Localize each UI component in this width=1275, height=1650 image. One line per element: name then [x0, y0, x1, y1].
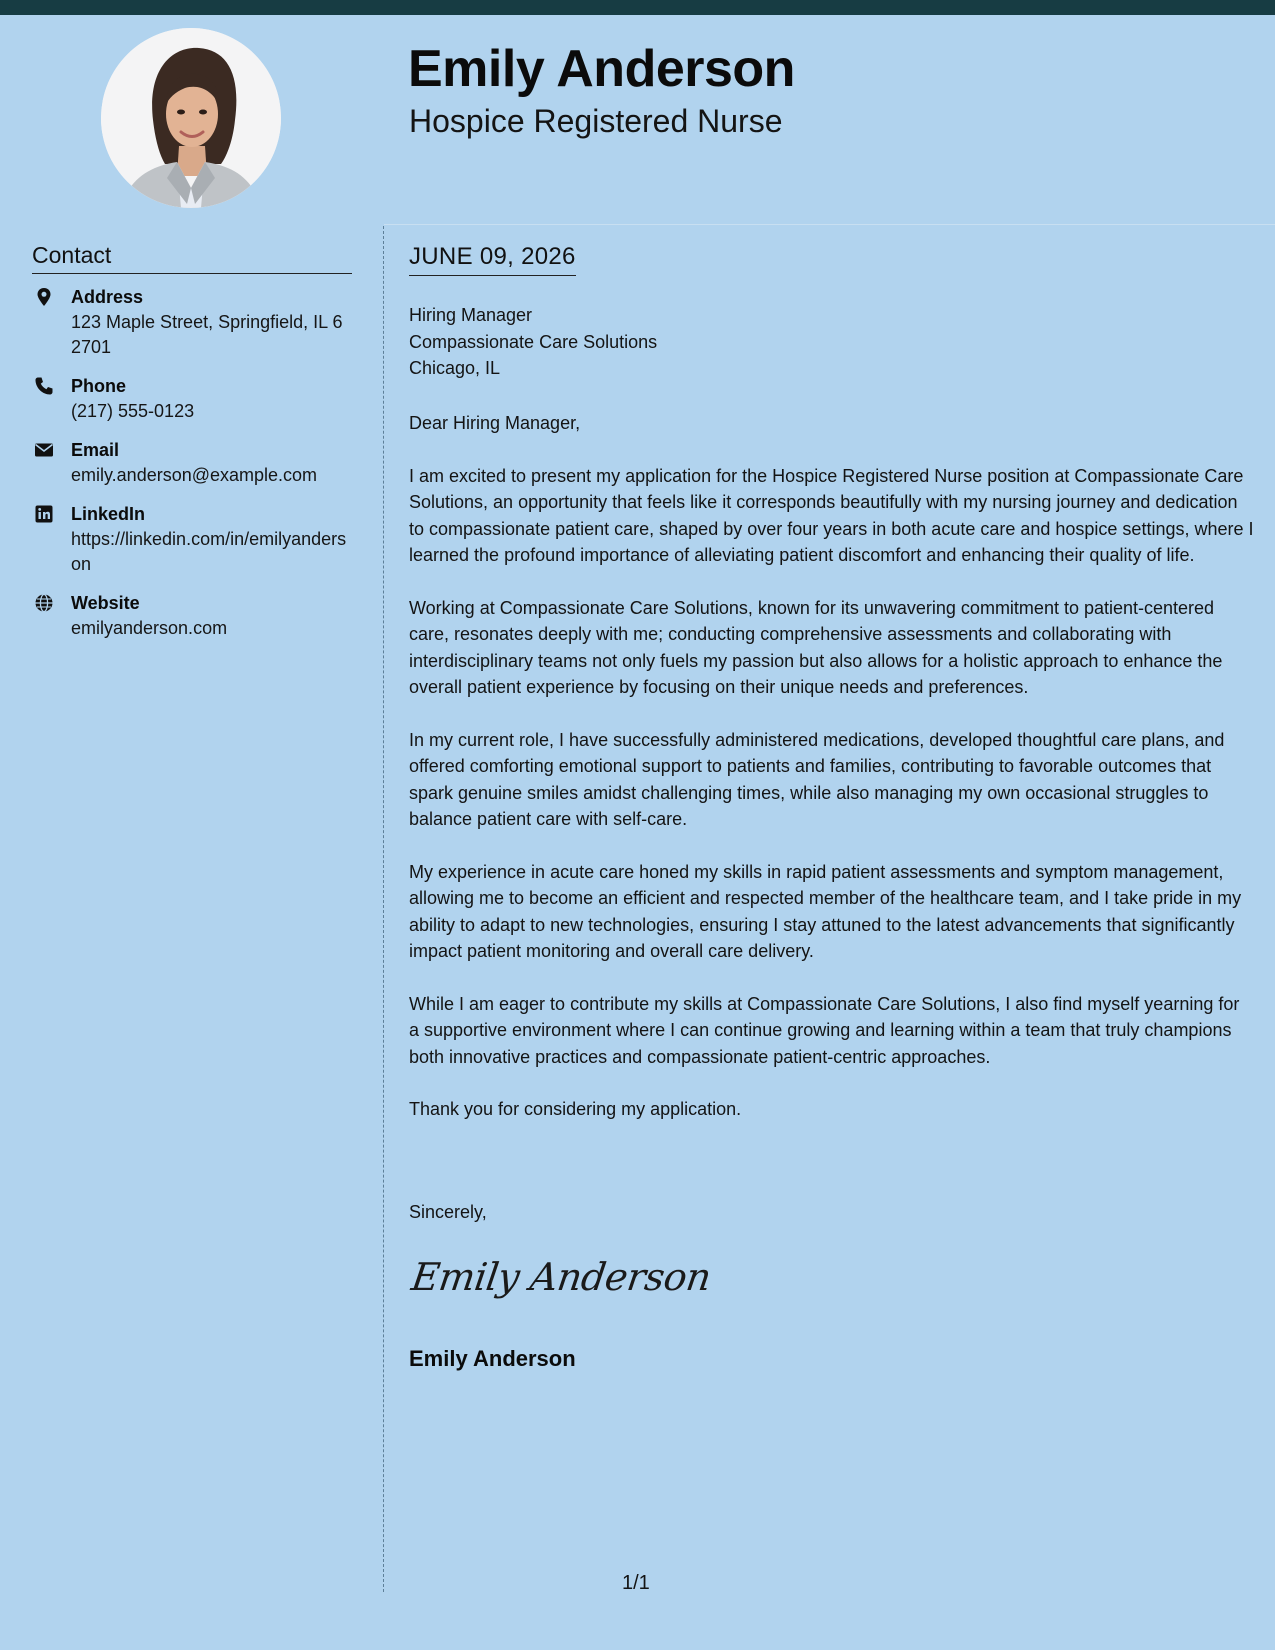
contact-website [32, 591, 352, 641]
envelope-icon [34, 440, 54, 460]
contact-linkedin [32, 502, 352, 577]
contact-heading: Contact [32, 242, 352, 274]
contact-value: emilyanderson.com [71, 618, 228, 638]
letter-date: JUNE 09, 2026 [409, 243, 576, 276]
recipient-line: Hiring Manager [409, 305, 533, 325]
recipient-line: Chicago, IL [409, 358, 501, 378]
contact-label: Address [71, 287, 144, 307]
body-paragraph: I am excited to present my application for the Hospice Registered Nurse position at Compassionate Care Solutions, an opportunity that feels like it corresponds beautifully with my nursing journey and dedication to compassionate patient care, shaped by over four years in both acute care and hospice settings, where I learned the profound importance of alleviating patient discomfort and enhancing their quality of life. [409, 465, 1254, 565]
body-paragraph: While I am eager to contribute my skills at Compassionate Care Solutions, I also find myself yearning for a supportive environment where I can continue growing and learning within a team that truly champions both innovative practices and compassionate patient-centric approaches. [409, 993, 1240, 1067]
linkedin-icon [34, 504, 54, 524]
contact-label: Website [71, 593, 140, 613]
contact-value: (217) 555-0123 [71, 401, 195, 421]
contact-address [32, 285, 352, 360]
job-title: Hospice Registered Nurse [409, 103, 783, 139]
map-pin-icon [34, 287, 54, 307]
applicant-name: Emily Anderson [408, 40, 795, 98]
salutation: Dear Hiring Manager, [409, 413, 581, 433]
closing: Sincerely, [409, 1202, 487, 1222]
contact-value: 123 Maple Street, Springfield, IL 62701 [71, 312, 343, 357]
globe-icon [34, 593, 54, 613]
contact-email [32, 438, 352, 488]
contact-label: Email [71, 440, 120, 460]
contact-label: LinkedIn [71, 504, 146, 524]
profile-photo [101, 28, 281, 208]
recipient-block [409, 302, 657, 382]
body-paragraph: Thank you for considering my application. [409, 1099, 742, 1119]
contact-label: Phone [71, 376, 127, 396]
page-number: 1/1 [622, 1572, 650, 1594]
phone-icon [34, 376, 54, 396]
contact-list [32, 285, 352, 655]
body-paragraph: In my current role, I have successfully administered medications, developed thoughtful care plans, and offered comforting emotional support to patients and families, contributing to favorable outcomes that spark genuine smiles amidst challenging times, while also managing my own occasional struggles to balance patient care with self-care. [409, 729, 1225, 829]
top-bar [0, 0, 1275, 15]
contact-phone [32, 374, 352, 424]
header-divider [384, 224, 1275, 225]
body-paragraph: Working at Compassionate Care Solutions, known for its unwavering commitment to patient-centered care, resonates deeply with me; conducting comprehensive assessments and collaborating with interdisciplinary teams not only fuels my passion but also allows for a holistic approach to enhance the overall patient experience by focusing on their unique needs and preferences. [409, 597, 1223, 697]
contact-value: https://linkedin.com/in/emilyanderson [71, 529, 347, 574]
column-divider [383, 226, 384, 1592]
recipient-line: Compassionate Care Solutions [409, 331, 658, 352]
contact-value: emily.anderson@example.com [71, 465, 318, 485]
letter-body [409, 410, 1254, 1149]
body-paragraph: My experience in acute care honed my skills in rapid patient assessments and symptom management, allowing me to become an efficient and respected member of the healthcare team, and I take pride in my ability to adapt to new technologies, ensuring I stay attuned to the latest advancements that significantly impact patient monitoring and overall care delivery. [409, 861, 1242, 961]
signer-name: Emily Anderson [409, 1346, 576, 1371]
handwritten-signature: Emily Anderson [408, 1255, 714, 1299]
